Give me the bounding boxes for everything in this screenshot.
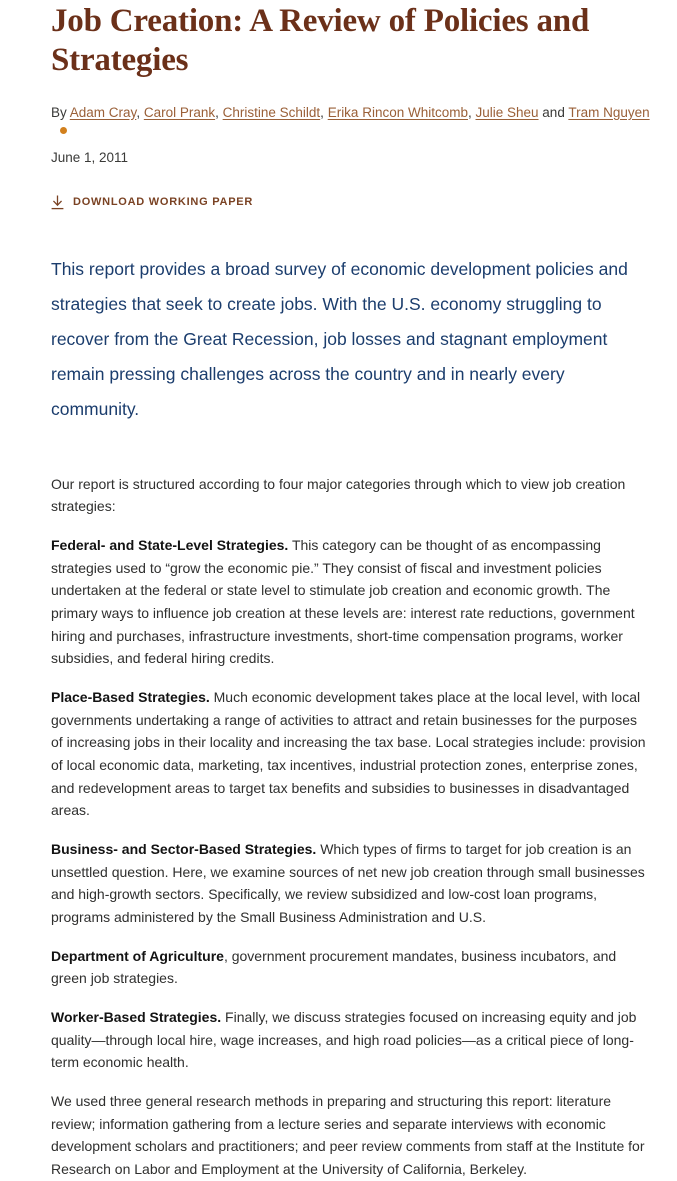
download-working-paper-button[interactable] bbox=[51, 195, 253, 210]
body-section-text: This category can be thought of as encompassing strategies used to “grow the economic pie.” They consist of fiscal and investment policies undertaken at the federal or state level to stimulate job creation and economic growth. The primary ways to influence job creation at these levels are: interest rate reductions, government hiring and purchases, infrastructure investments, short-time compensation programs, worker subsidies, and federal hiring credits. bbox=[51, 536, 635, 667]
body-section-heading: Federal- and State-Level Strategies. bbox=[51, 536, 289, 553]
byline-author-link[interactable]: Julie Sheu bbox=[475, 104, 539, 120]
byline-author-link[interactable]: Christine Schildt bbox=[222, 104, 321, 120]
body-section-heading: Place-Based Strategies. bbox=[51, 688, 210, 705]
byline-authors bbox=[67, 105, 650, 120]
byline-author-link[interactable]: Adam Cray bbox=[69, 104, 137, 120]
byline-separator: , bbox=[467, 104, 476, 120]
byline-separator: , bbox=[320, 104, 328, 120]
byline-prefix: By bbox=[51, 104, 67, 120]
body-sections bbox=[51, 534, 650, 1074]
body-section-heading: Department of Agriculture bbox=[51, 947, 224, 964]
body-section-paragraph bbox=[51, 838, 650, 929]
body-section-text: , government procurement mandates, business incubators, and green job strategies. bbox=[51, 947, 617, 987]
byline-status-dot bbox=[60, 127, 67, 134]
article-lead-paragraph: This report provides a broad survey of economic development policies and strategies that seek to create jobs. With the U.S. economy struggling to recover from the Great Recession, job losses and stagnant employment remain pressing challenges across the country and in nearly every community. bbox=[51, 258, 628, 419]
body-section-paragraph bbox=[51, 1006, 650, 1074]
article-body bbox=[51, 473, 650, 1181]
byline-author-link[interactable]: Tram Nguyen bbox=[568, 104, 650, 120]
body-section-text: Which types of firms to target for job creation is an unsettled question. Here, we examine sources of net new job creation through small businesses and high-growth sectors. Specifically, we review subsidized and low-cost loan programs, programs administered by the Small Business Administration and U.S. bbox=[51, 840, 645, 925]
body-section-text: Much economic development takes place at the local level, with local governments undertaking a range of activities to attract and retain businesses for the purposes of increasing jobs in their locality and increasing the tax base. Local strategies include: provision of local economic data, marketing, tax incentives, industrial protection zones, enterprise zones, and redevelopment areas to target tax benefits and subsidies to businesses in disadvantaged areas. bbox=[51, 688, 646, 819]
body-section-paragraph bbox=[51, 534, 650, 670]
body-methods-paragraph: We used three general research methods in preparing and structuring this report: literature review; information gathering from a lecture series and separate interviews with economic development scholars and practitioners; and peer review comments from staff at the Institute for Research on Labor and Employment at the University of California, Berkeley. bbox=[51, 1093, 645, 1178]
body-section-paragraph bbox=[51, 945, 650, 990]
byline-author-link[interactable]: Carol Prank bbox=[143, 104, 216, 120]
body-section-heading: Worker-Based Strategies. bbox=[51, 1008, 222, 1025]
page-title: Job Creation: A Review of Policies and Strategies bbox=[51, 3, 590, 79]
body-section-text: Finally, we discuss strategies focused on increasing equity and job quality—through local hire, wage increases, and high road policies—as a critical piece of long-term economic health. bbox=[51, 1008, 637, 1071]
byline-separator: and bbox=[538, 104, 569, 120]
body-intro-paragraph: Our report is structured according to four major categories through which to view job creation strategies: bbox=[51, 475, 626, 515]
download-working-paper-label: DOWNLOAD WORKING PAPER bbox=[73, 196, 254, 209]
byline-separator: , bbox=[215, 104, 223, 120]
byline bbox=[51, 103, 650, 142]
body-section-heading: Business- and Sector-Based Strategies. bbox=[51, 840, 317, 857]
publication-date: June 1, 2011 bbox=[51, 149, 129, 165]
byline-author-link[interactable]: Erika Rincon Whitcomb bbox=[327, 104, 468, 120]
body-section-paragraph bbox=[51, 686, 650, 822]
download-arrow-icon bbox=[51, 195, 64, 210]
byline-separator: , bbox=[136, 104, 144, 120]
